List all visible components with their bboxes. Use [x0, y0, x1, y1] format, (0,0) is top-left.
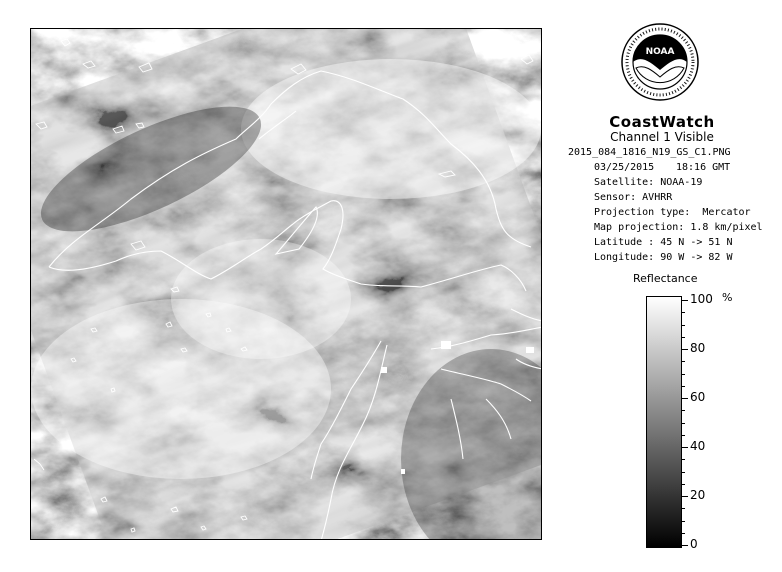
- map-projection-info: Map projection: 1.8 km/pixel: [594, 222, 763, 233]
- colorbar-minor-tick: [682, 361, 685, 362]
- colorbar-tick: [682, 300, 688, 301]
- colorbar-label: Reflectance: [633, 272, 698, 285]
- colorbar-tick-label: 100: [690, 292, 713, 306]
- colorbar-minor-tick: [682, 312, 685, 313]
- satellite-image: [30, 28, 542, 540]
- colorbar-minor-tick: [682, 410, 685, 411]
- noaa-logo-text: NOAA: [645, 47, 675, 57]
- colorbar-tick-label: 0: [690, 537, 698, 551]
- satellite-info: Satellite: NOAA-19: [594, 177, 703, 188]
- colorbar-minor-tick: [682, 386, 685, 387]
- image-time: 18:16 GMT: [676, 162, 731, 173]
- colorbar-minor-tick: [682, 374, 685, 375]
- colorbar-tick: [682, 496, 688, 497]
- colorbar-tick: [682, 398, 688, 399]
- colorbar-unit: %: [722, 291, 733, 304]
- colorbar-minor-tick: [682, 508, 685, 509]
- colorbar-minor-tick: [682, 459, 685, 460]
- channel-title: Channel 1 Visible: [610, 130, 714, 144]
- cloud-mass-north: [241, 59, 541, 199]
- filename: 2015_084_1816_N19_GS_C1.PNG: [568, 147, 731, 158]
- colorbar-tick-label: 20: [690, 488, 706, 502]
- colorbar-minor-tick: [682, 435, 685, 436]
- longitude-info: Longitude: 90 W -> 82 W: [594, 252, 733, 263]
- latitude-info: Latitude : 45 N -> 51 N: [594, 237, 733, 248]
- colorbar-minor-tick: [682, 325, 685, 326]
- colorbar-tick-label: 40: [690, 439, 706, 453]
- colorbar-minor-tick: [682, 337, 685, 338]
- colorbar-tick: [682, 447, 688, 448]
- colorbar-tick: [682, 545, 688, 546]
- colorbar-tick-label: 60: [690, 390, 706, 404]
- projection-type-info: Projection type: Mercator: [594, 207, 751, 218]
- cloud-mass-center: [171, 239, 351, 359]
- colorbar-minor-tick: [682, 472, 685, 473]
- colorbar-minor-tick: [682, 533, 685, 534]
- colorbar-minor-tick: [682, 484, 685, 485]
- colorbar-tick-label: 80: [690, 341, 706, 355]
- colorbar-tick: [682, 349, 688, 350]
- brand-title: CoastWatch: [609, 113, 715, 131]
- image-date: 03/25/2015: [594, 162, 655, 173]
- noaa-seal-icon: [620, 22, 700, 102]
- colorbar-minor-tick: [682, 521, 685, 522]
- satellite-map-svg: [31, 29, 542, 540]
- sensor-info: Sensor: AVHRR: [594, 192, 673, 203]
- colorbar-minor-tick: [682, 423, 685, 424]
- reflectance-colorbar: [646, 296, 682, 548]
- noaa-logo: [620, 22, 700, 102]
